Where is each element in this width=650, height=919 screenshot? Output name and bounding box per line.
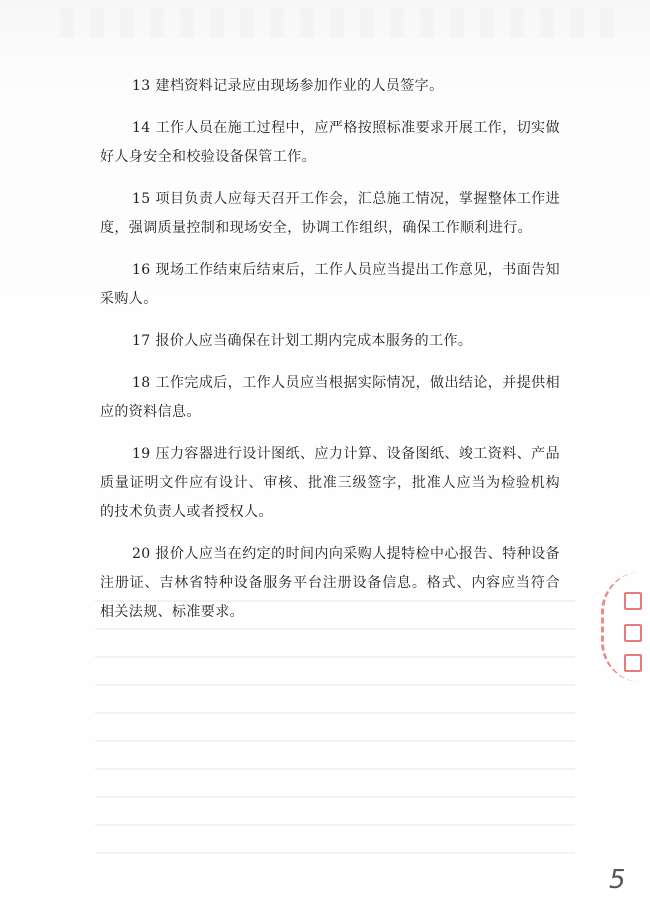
page-number: 5 (609, 865, 626, 895)
scan-bleed-top (60, 8, 620, 38)
stamp-fragment (624, 654, 642, 672)
clause-13: 13 建档资料记录应由现场参加作业的人员签字。 (132, 78, 444, 94)
clause-19: 19 压力容器进行设计图纸、应力计算、设备图纸、竣工资料、产品质量证明文件应有设计、审核、批准三级签字，批准人应当为检验机构的技术负责人或者授权人。 (100, 446, 560, 520)
document-body (100, 72, 560, 640)
clause-16: 16 现场工作结束后结束后，工作人员应当提出工作意见，书面告知采购人。 (100, 262, 560, 307)
clause-17: 17 报价人应当确保在计划工期内完成本服务的工作。 (132, 333, 473, 349)
clause-15: 15 项目负责人应每天召开工作会，汇总施工情况，掌握整体工作进度，强调质量控制和现场安全，协调工作组织，确保工作顺利进行。 (100, 191, 560, 236)
clause-14: 14 工作人员在施工过程中，应严格按照标准要求开展工作，切实做好人身安全和校验设备保管工作。 (100, 120, 560, 165)
stamp-fragment (624, 624, 642, 642)
stamp-fragment (624, 592, 642, 610)
seal-stamp-edge (601, 572, 650, 682)
clause-20: 20 报价人应当在约定的时间内向采购人提特检中心报告、特种设备注册证、吉林省特种设备服务平台注册设备信息。格式、内容应当符合相关法规、标准要求。 (100, 546, 560, 620)
clause-18: 18 工作完成后，工作人员应当根据实际情况，做出结论，并提供相应的资料信息。 (100, 375, 560, 420)
scan-bleed-through (95, 600, 575, 860)
